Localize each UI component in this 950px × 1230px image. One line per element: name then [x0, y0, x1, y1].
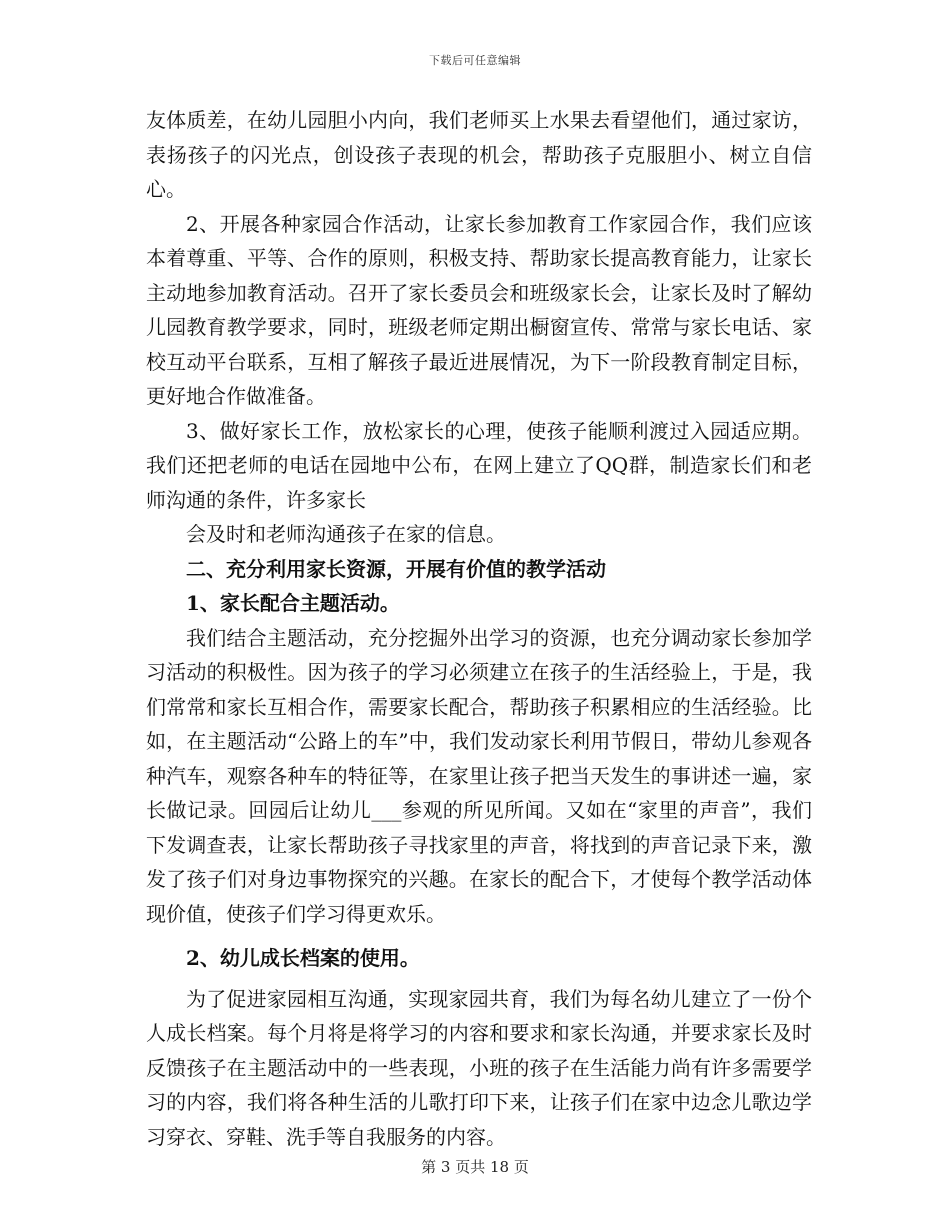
page-number: 第 3 页共 18 页 — [421, 1158, 529, 1176]
subsection-heading-2: 2、幼儿成长档案的使用。 — [186, 946, 420, 970]
page-header: 下载后可任意编辑 — [429, 54, 521, 67]
document-body — [146, 103, 812, 1154]
paragraph-item-2: 2、开展各种家园合作活动，让家长参加教育工作家园合作，我们应该本着尊重、平等、合作的原则，积极支持、帮助家长提高教育能力，让家长主动地参加教育活动。召开了家长委员会和班级家长会，让家长及时了解幼儿园教育教学要求，同时，班级老师定期出橱窗宣传、常常与家长电话、家校互动平台联系，互相了解孩子最近进展情况，为下一阶段教育制定目标，更好地合作做准备。 — [146, 211, 812, 408]
subsection-heading-1: 1、家长配合主题活动。 — [186, 591, 400, 615]
paragraph-item-3-continued: 会及时和老师沟通孩子在家的信息。 — [186, 522, 506, 546]
paragraph-item-3: 3、做好家长工作，放松家长的心理，使孩子能顺利渡过入园适应期。我们还把老师的电话在园地中公布，在网上建立了QQ群，制造家长们和老师沟通的条件，许多家长 — [146, 418, 812, 512]
paragraph-growth-archive: 为了促进家园相互沟通，实现家园共育，我们为每名幼儿建立了一份个人成长档案。每个月将是将学习的内容和要求和家长沟通，并要求家长及时反馈孩子在主题活动中的一些表现，小班的孩子在生活能力尚有许多需要学习的内容，我们将各种生活的儿歌打印下来，让孩子们在家中边念儿歌边学习穿衣、穿鞋、洗手等自我服务的内容。 — [146, 986, 812, 1149]
paragraph-continuation: 友体质差，在幼儿园胆小内向，我们老师买上水果去看望他们，通过家访，表扬孩子的闪光点，创设孩子表现的机会，帮助孩子克服胆小、树立自信心。 — [146, 108, 812, 201]
section-heading-2: 二、充分利用家长资源，开展有价值的教学活动 — [186, 556, 606, 581]
paragraph-theme-activity: 我们结合主题活动，充分挖掘外出学习的资源，也充分调动家长参加学习活动的积极性。因为孩子的学习必须建立在孩子的生活经验上，于是，我们常常和家长互相合作，需要家长配合，帮助孩子积累相应的生活经验。比如，在主题活动“公路上的车”中，我们发动家长利用节假日，带幼儿参观各种汽车，观察各种车的特征等，在家里让孩子把当天发生的事讲述一遍，家长做记录。回园后让幼儿___参观的所见所闻。又如在“家里的声音”，我们下发调查表，让家长帮助孩子寻找家里的声音，将找到的声音记录下来，激发了孩子们对身边事物探究的兴趣。在家长的配合下，才使每个教学活动体现价值，使孩子们学习得更欢乐。 — [146, 625, 812, 926]
